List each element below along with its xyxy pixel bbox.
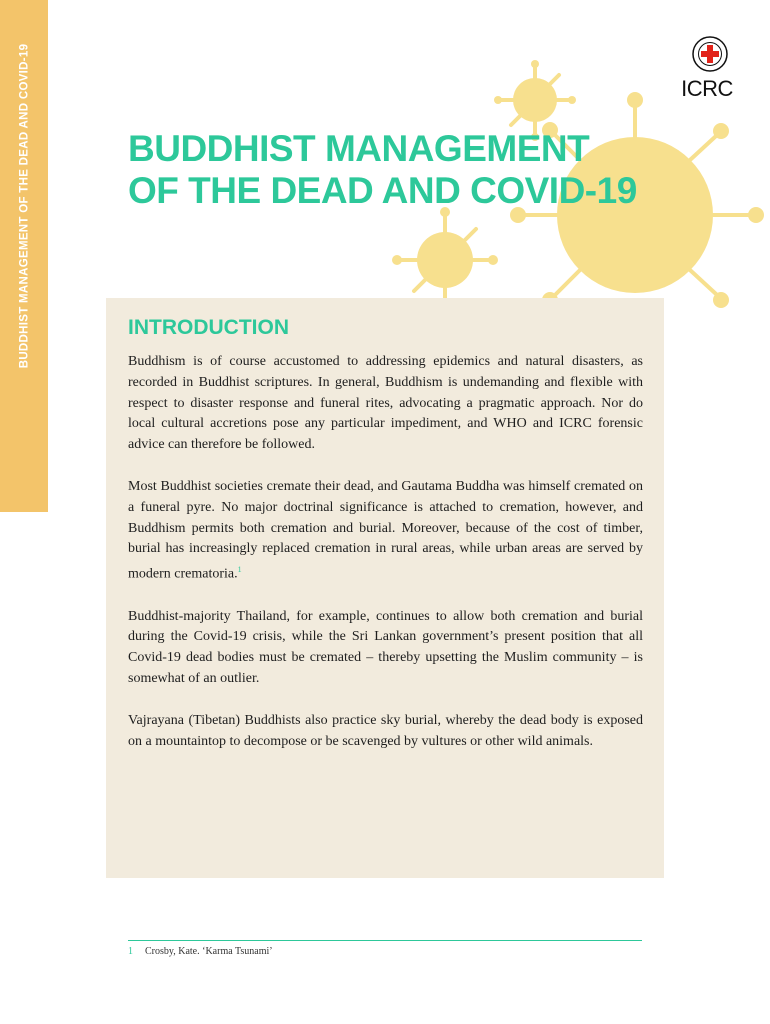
- title-line-1: BUDDHIST MANAGEMENT: [128, 128, 590, 169]
- side-tab-label: BUDDHIST MANAGEMENT OF THE DEAD AND COVID-19: [18, 43, 30, 369]
- paragraph-text: Most Buddhist societies cremate their dead, and Gautama Buddha was himself cremated on a funeral pyre. No major doctrinal significance is attached to cremation, however, and Buddhism permits both cremation and burial. Moreover, because of the cost of timber, burial has increasingly replaced cremation in rural areas, while urban areas are served by modern crematoria.: [128, 478, 643, 582]
- paragraph: Buddhism is of course accustomed to addressing epidemics and natural disasters, as recorded in Buddhist scriptures. In general, Buddhism is undemanding and flexible with respect to disaster response and funeral rites, advocating a pragmatic approach. Nor do local cultural accretions pose any particular impediment, and WHO and ICRC forensic advice can therefore be followed.: [128, 354, 643, 453]
- footnote-reference[interactable]: 1: [237, 565, 242, 575]
- title-line-2: OF THE DEAD AND COVID-19: [128, 170, 637, 211]
- icrc-logo: [672, 28, 742, 100]
- side-tab: [0, 0, 48, 512]
- section-heading: INTRODUCTION: [128, 316, 289, 339]
- footnote: [128, 946, 273, 957]
- paragraph: Buddhist-majority Thailand, for example, continues to allow both cremation and burial during the Covid-19 crisis, while the Sri Lankan government’s present position that all Covid-19 dead bodies must be cremated – thereby upsetting the Muslim community – is somewhat of an outlier.: [128, 608, 643, 687]
- body-text: [128, 352, 643, 773]
- document-title: [128, 128, 688, 212]
- paragraph: [128, 477, 643, 586]
- footnote-text: Crosby, Kate. ‘Karma Tsunami’: [145, 946, 273, 957]
- footnote-number: 1: [128, 946, 133, 957]
- paragraph: Vajrayana (Tibetan) Buddhists also practice sky burial, whereby the dead body is exposed on a mountaintop to decompose or be scavenged by vultures or other wild animals.: [128, 712, 643, 749]
- red-cross-emblem-icon: [692, 36, 728, 72]
- footnote-divider: [128, 940, 642, 941]
- logo-text: ICRC: [681, 76, 733, 101]
